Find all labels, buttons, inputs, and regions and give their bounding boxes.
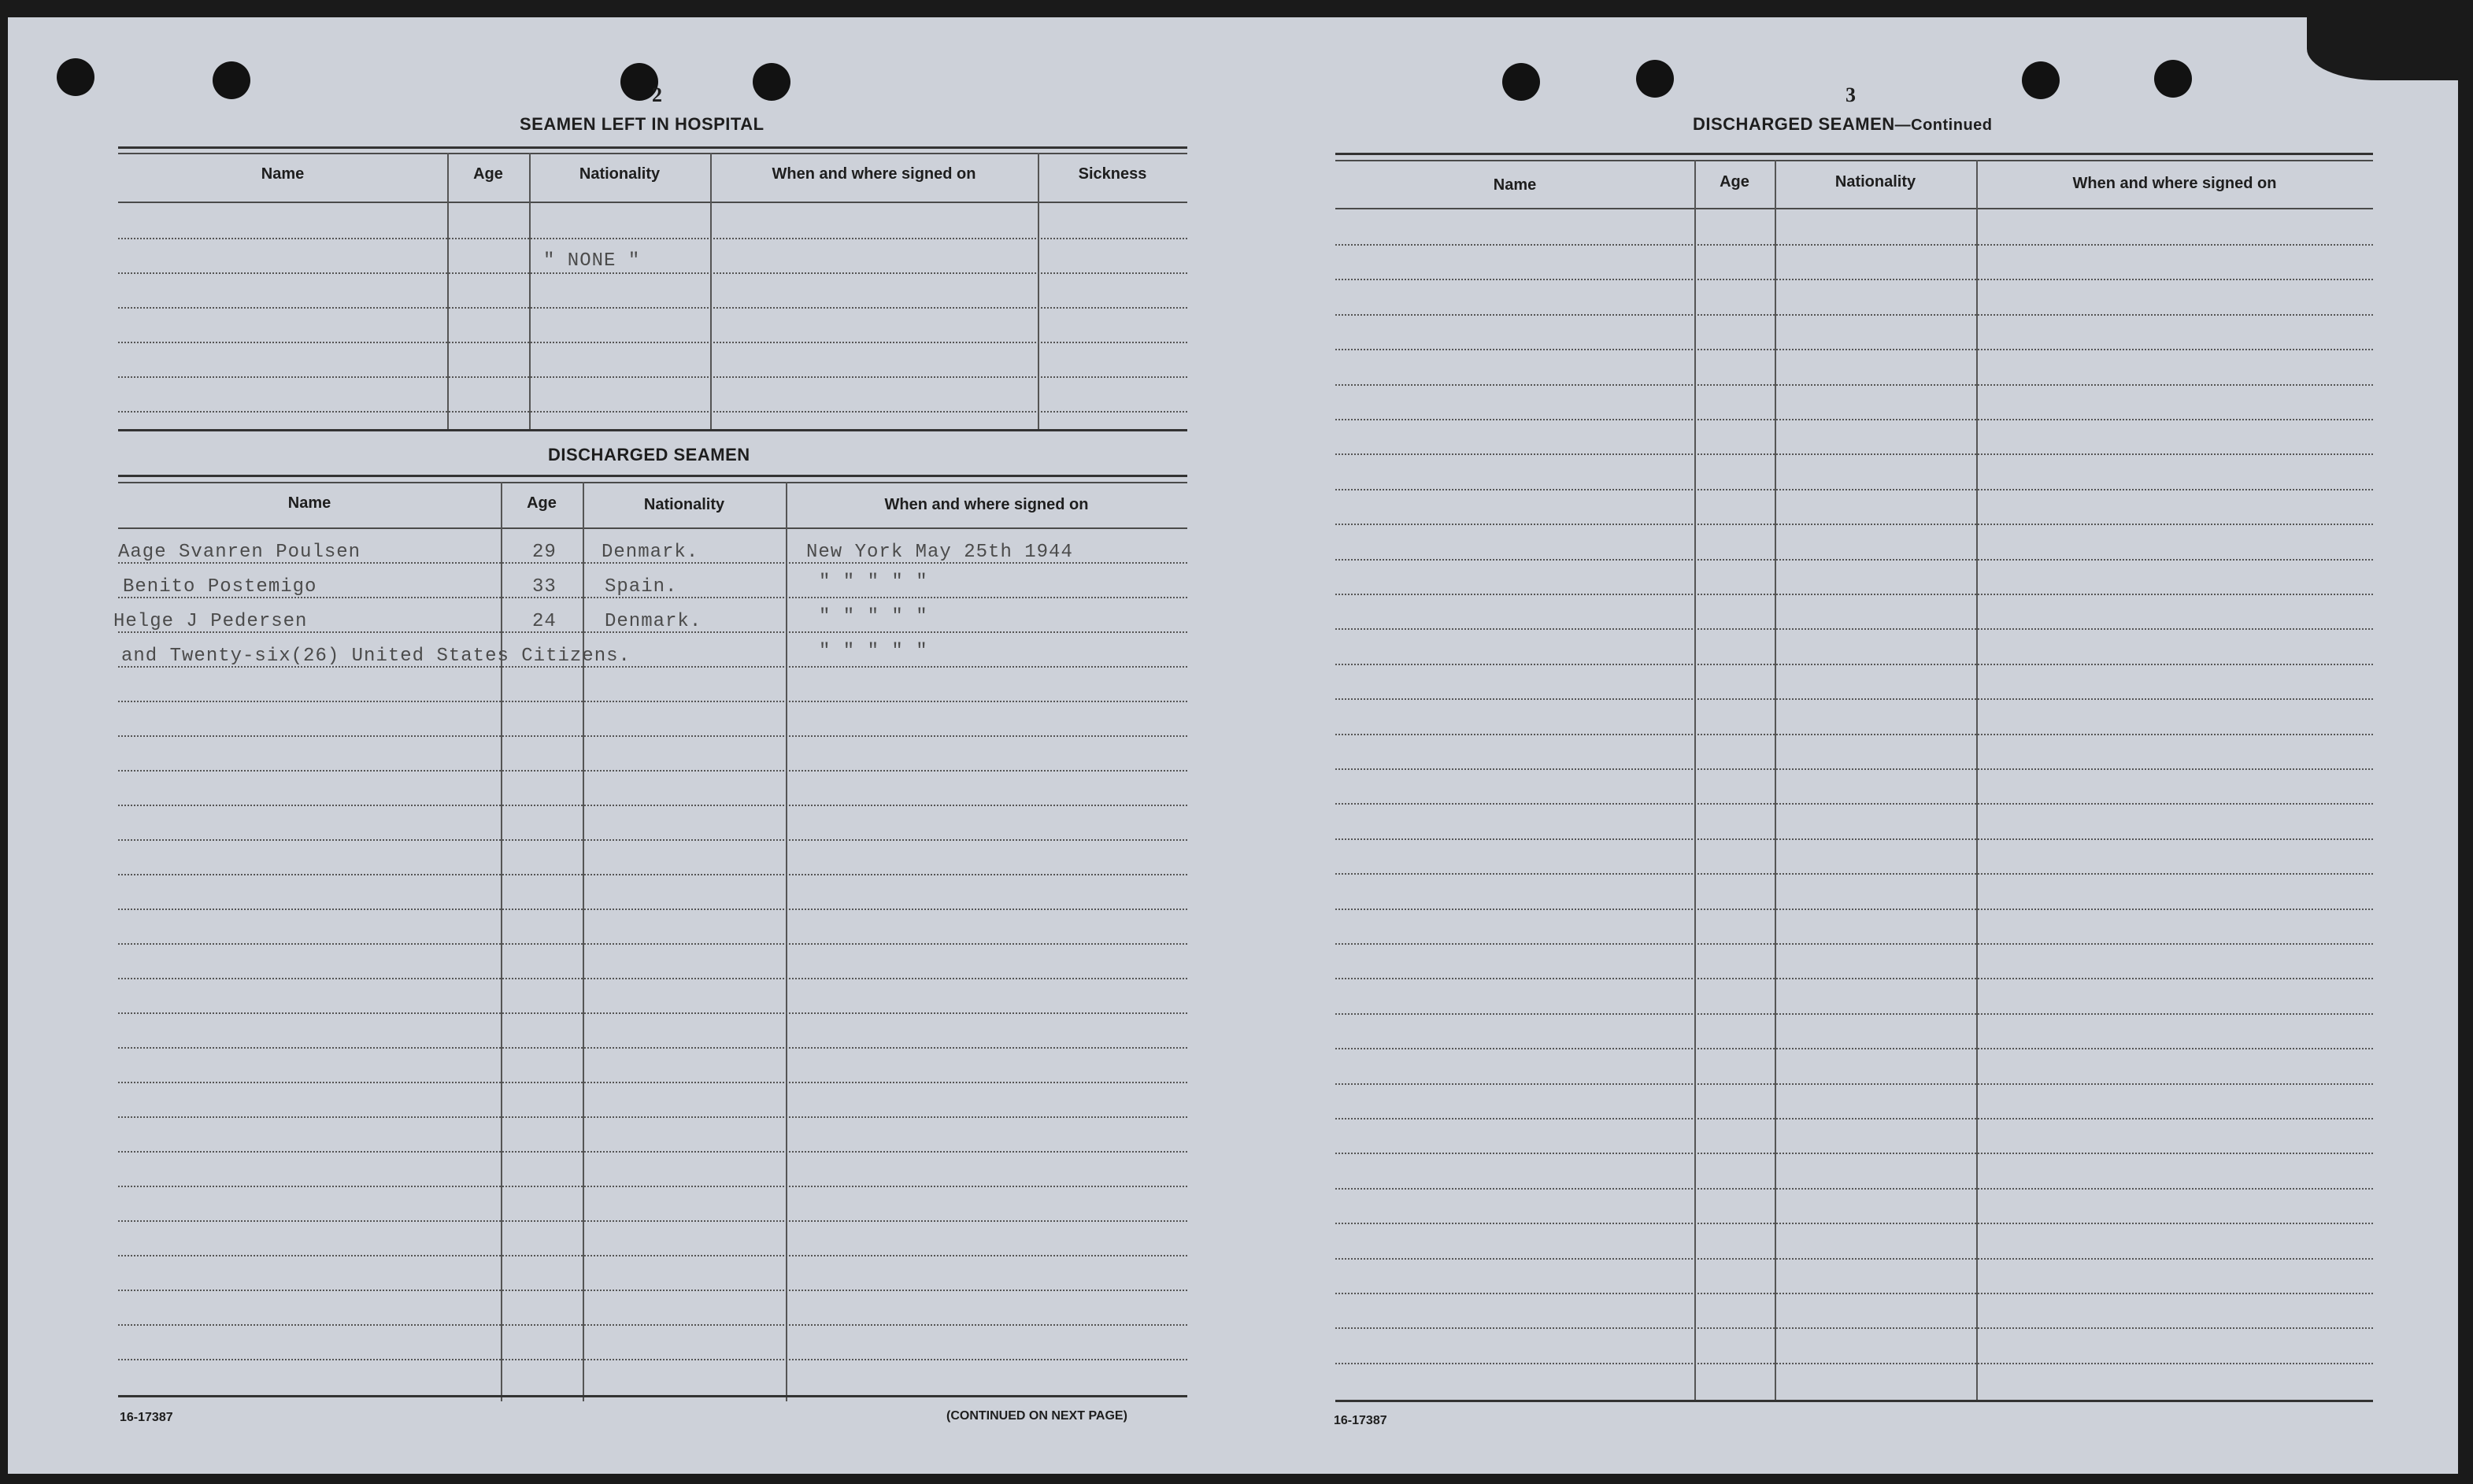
table-rule [118,202,1187,203]
ruled-line [118,1047,1187,1049]
column-header-nationality: Nationality [579,165,661,183]
discharged-continued-title [1693,114,1993,135]
hospital-entry-none: " NONE " [543,250,641,272]
ruled-line [118,1324,1187,1326]
column-header-name: Name [261,165,305,183]
seaman-nationality: Spain. [605,576,678,598]
ruled-line [118,1082,1187,1083]
seaman-signed-on: " " " " " [819,641,928,662]
ruled-line [118,1290,1187,1291]
column-header-name: Name [1493,176,1537,194]
ruled-line [118,909,1187,910]
column-header-name: Name [287,494,331,512]
ruled-line [1335,1118,2373,1119]
ruled-line [1335,1258,2373,1260]
punch-hole [213,61,250,99]
ruled-line [1335,1223,2373,1224]
ruled-line [118,874,1187,875]
seaman-name: Benito Postemigo [123,576,317,598]
ruled-line [1335,803,2373,805]
table-rule [1335,208,2373,209]
table-rule [118,153,1187,154]
page-number: 3 [1845,83,1856,106]
ruled-line [1335,419,2373,420]
ruled-line [118,1012,1187,1014]
table-rule [118,272,1187,274]
seaman-name: Aage Svanren Poulsen [118,542,361,563]
column-header-age: Age [473,165,503,183]
column-header-age: Age [527,494,557,512]
ruled-line [118,770,1187,772]
column-header-sickness: Sickness [1078,165,1147,183]
column-divider [1976,160,1978,1401]
column-divider [1038,153,1039,429]
punch-hole [753,63,790,101]
table-rule [1335,1400,2373,1402]
ruled-line [1335,1188,2373,1190]
ruled-line [1335,734,2373,735]
ruled-line [1335,1363,2373,1364]
ruled-line [118,1186,1187,1187]
ruled-line [1335,349,2373,350]
column-divider [786,482,787,1401]
column-divider [529,153,531,429]
table-rule [118,527,1187,529]
section-title: DISCHARGED SEAMEN [1693,114,1895,134]
table-rule [118,1395,1187,1397]
table-rule [118,238,1187,239]
table-rule [118,429,1187,431]
form-number: 16-17387 [1334,1414,1387,1427]
column-divider [710,153,712,429]
seaman-signed-on: " " " " " [819,572,928,593]
ruled-line [118,735,1187,737]
ruled-line [1335,1327,2373,1329]
ruled-line [1335,909,2373,910]
ruled-line [1335,244,2373,246]
ruled-line [118,1151,1187,1153]
column-header-signed-on: When and where signed on [884,496,1089,513]
ruled-line [118,1220,1187,1222]
ruled-line [1335,524,2373,525]
seaman-name: Helge J Pedersen [113,611,308,632]
ruled-line [1335,943,2373,945]
ruled-line [1335,838,2373,840]
ruled-line [118,839,1187,841]
column-divider [447,153,449,429]
punch-hole [57,58,94,96]
ruled-line [1335,489,2373,490]
ruled-line [1335,628,2373,630]
ruled-line [1335,1048,2373,1049]
seaman-age: 24 [532,611,557,632]
seaman-age: 33 [532,576,557,598]
ruled-line [1335,664,2373,665]
column-header-nationality: Nationality [643,496,725,513]
ruled-line [1335,279,2373,280]
seaman-nationality: Denmark. [605,611,702,632]
ruled-line [1335,978,2373,979]
punch-hole [1636,60,1674,98]
hospital-section-title: SEAMEN LEFT IN HOSPITAL [520,114,764,134]
ruled-line [1335,453,2373,455]
table-rule [1335,160,2373,161]
form-number: 16-17387 [120,1411,173,1424]
ruled-line [1335,1083,2373,1085]
table-rule [118,342,1187,343]
seaman-age: 29 [532,542,557,563]
table-rule [118,475,1187,477]
ruled-line [1335,1153,2373,1154]
ruled-line [1335,768,2373,770]
column-header-signed-on: When and where signed on [2072,175,2277,192]
table-rule [118,482,1187,483]
page-number: 2 [652,83,662,106]
column-header-age: Age [1720,173,1749,191]
column-header-signed-on: When and where signed on [772,165,976,183]
ruled-line [1335,559,2373,561]
column-divider [1694,160,1696,1401]
column-divider [501,482,502,1401]
ruled-line [118,701,1187,702]
ruled-line [118,1116,1187,1118]
table-rule [118,376,1187,378]
table-rule [118,307,1187,309]
column-header-nationality: Nationality [1834,173,1916,191]
table-rule [118,146,1187,149]
continued-suffix: —Continued [1894,117,1993,134]
seaman-signed-on: " " " " " [819,606,928,627]
torn-corner [2307,17,2473,80]
ruled-line [1335,314,2373,316]
ruled-line [118,805,1187,806]
seaman-name: and Twenty-six(26) United States Citizens. [121,646,631,667]
punch-hole [2154,60,2192,98]
punch-hole [2022,61,2060,99]
continued-note: (CONTINUED ON NEXT PAGE) [946,1409,1127,1423]
ruled-line [118,1359,1187,1360]
column-divider [1775,160,1776,1401]
ruled-line [1335,384,2373,386]
table-rule [1335,153,2373,155]
ruled-line [1335,594,2373,595]
seaman-nationality: Denmark. [602,542,699,563]
ruled-line [118,1255,1187,1256]
ruled-line [118,978,1187,979]
column-divider [583,482,584,1401]
table-rule [118,411,1187,413]
ruled-line [118,943,1187,945]
ruled-line [1335,1013,2373,1015]
seaman-signed-on: New York May 25th 1944 [806,542,1073,563]
ruled-line [1335,873,2373,875]
punch-hole [1502,63,1540,101]
discharged-section-title: DISCHARGED SEAMEN [548,445,750,464]
ruled-line [1335,698,2373,700]
ruled-line [1335,1293,2373,1294]
